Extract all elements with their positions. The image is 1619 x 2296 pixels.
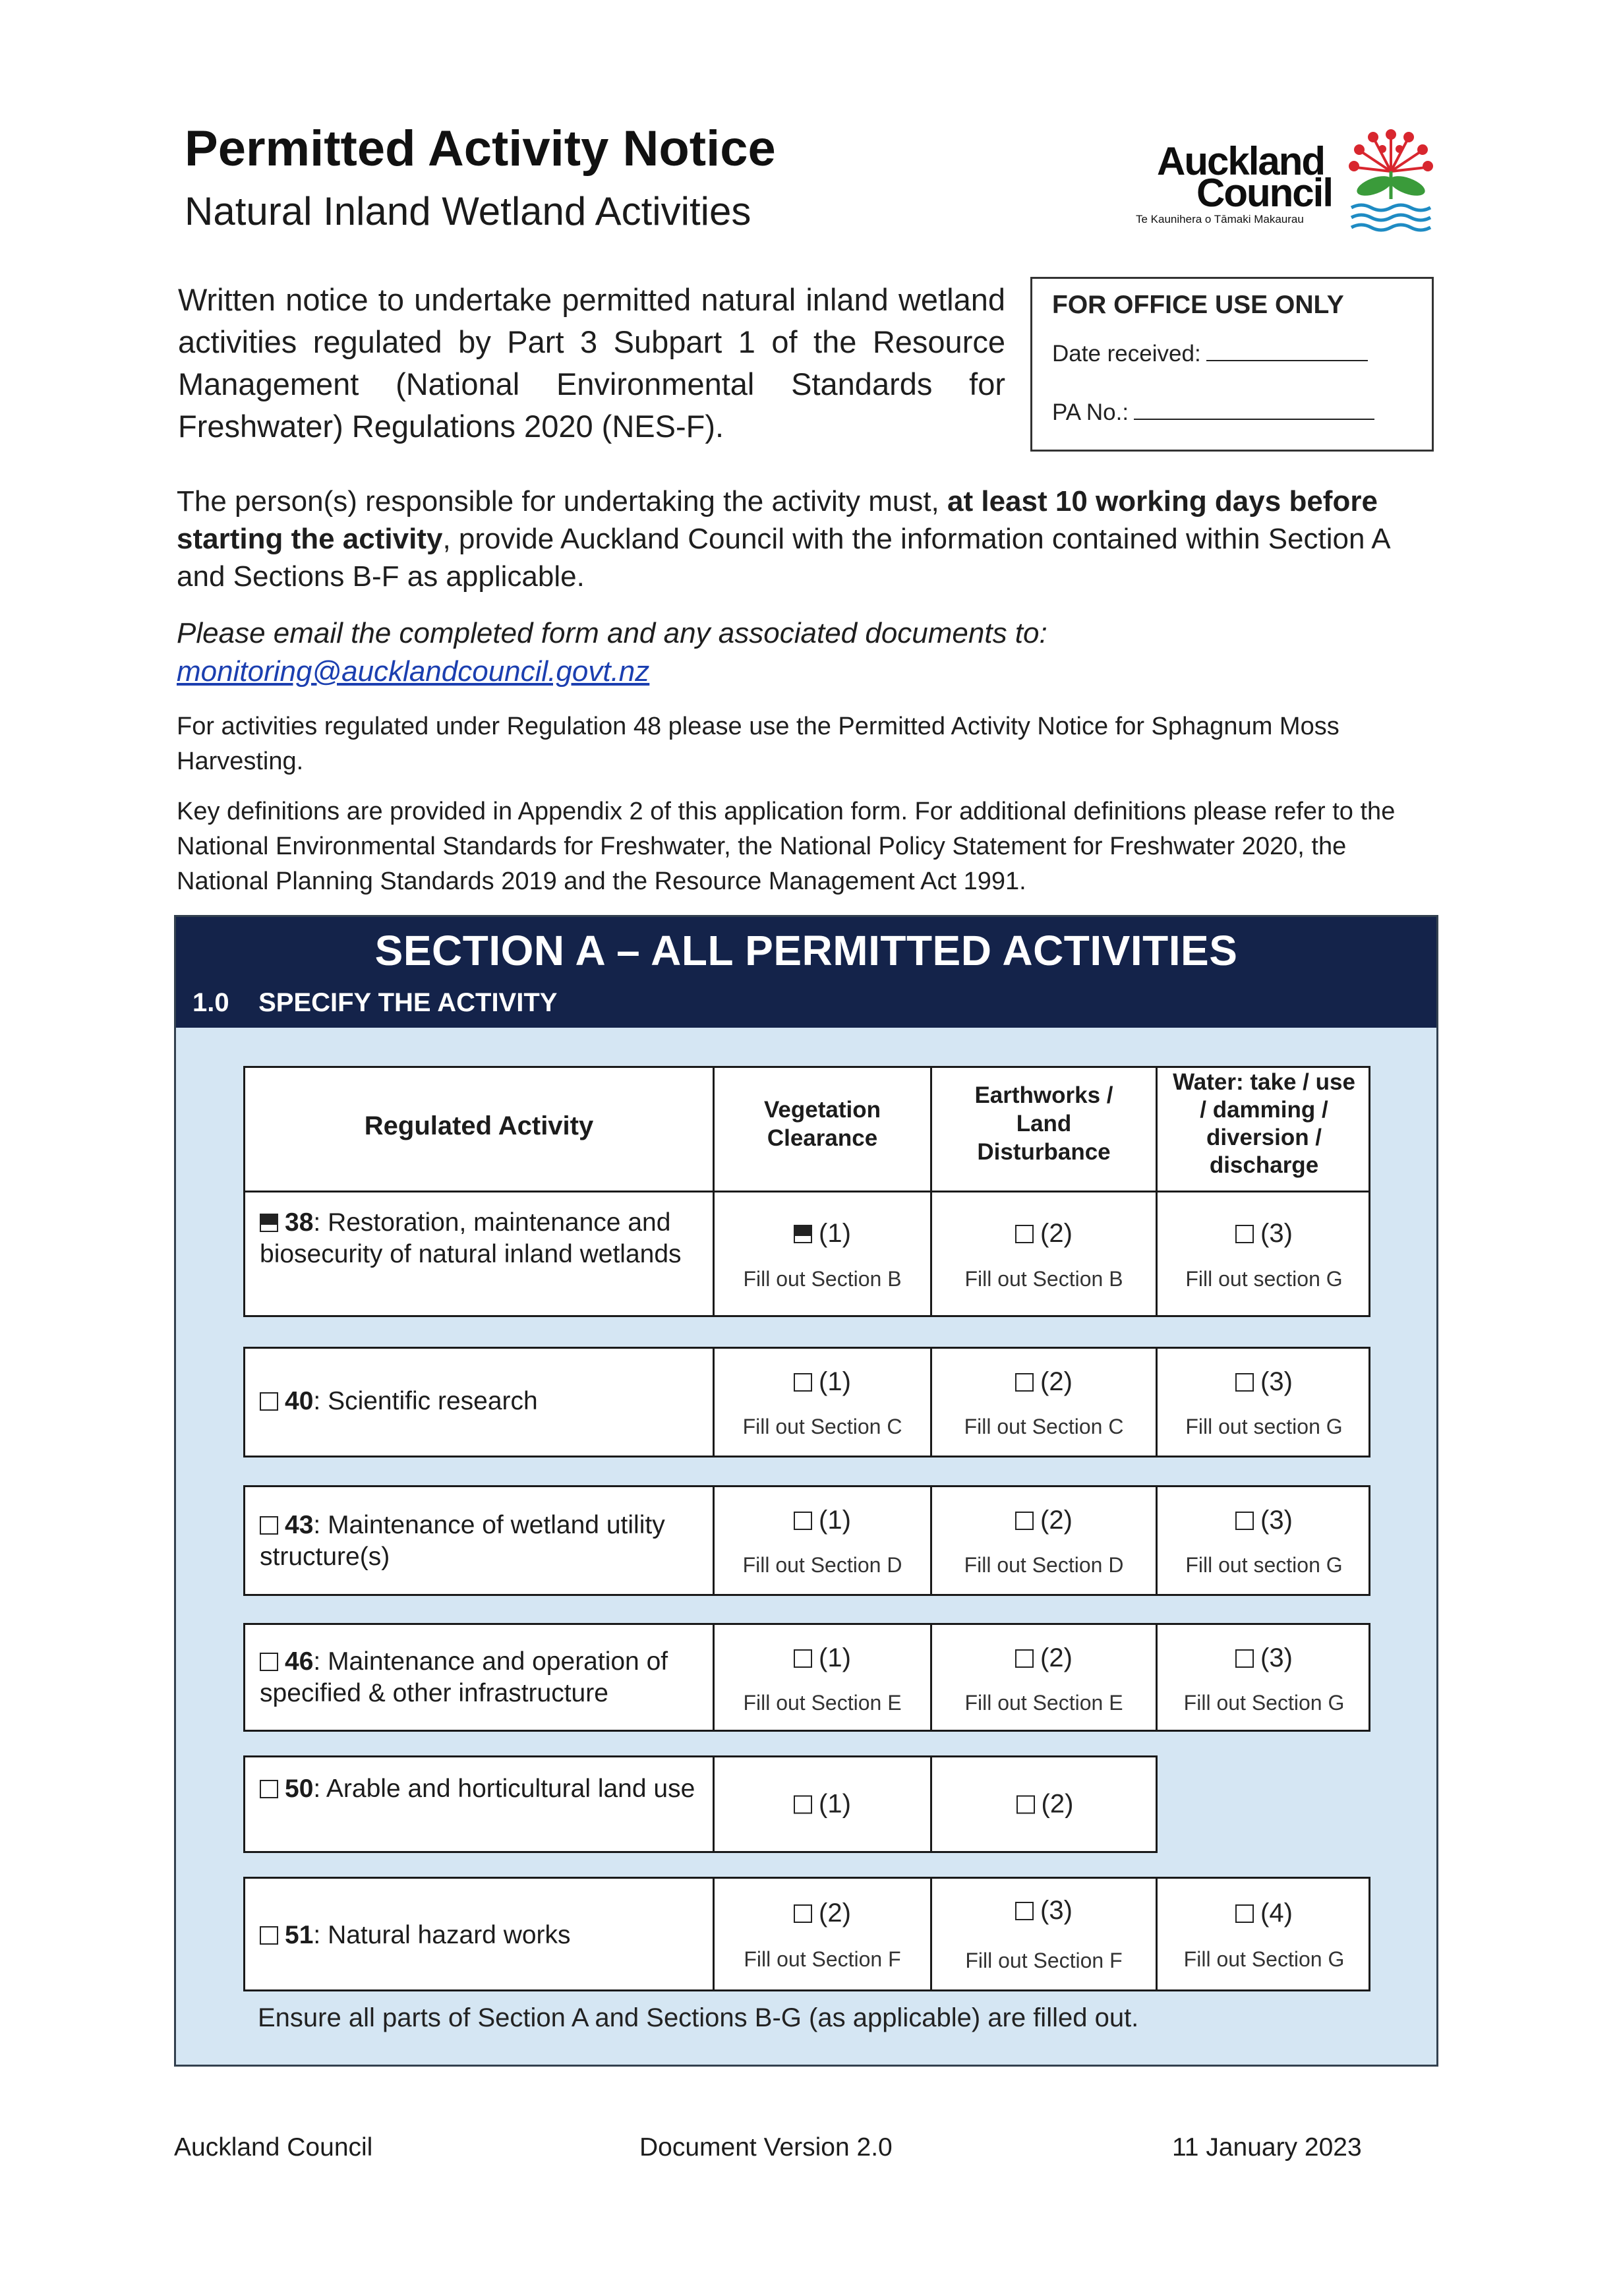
subheading-number: 1.0 bbox=[192, 988, 229, 1017]
option-code: (3) bbox=[1260, 1219, 1293, 1248]
section-a-title: SECTION A – ALL PERMITTED ACTIVITIES bbox=[374, 927, 1238, 974]
fill-instruction: Fill out Section G bbox=[1183, 1947, 1345, 1971]
activity-label: Maintenance and operation of specified & other infrastructure bbox=[260, 1647, 668, 1707]
activity-label: Restoration, maintenance and biosecurity of natural inland wetlands bbox=[260, 1208, 682, 1268]
activity-number: 40 bbox=[285, 1387, 314, 1415]
fill-instruction: Fill out Section C bbox=[742, 1415, 902, 1438]
section-a bbox=[174, 915, 1438, 2067]
activity-row-43 bbox=[243, 1485, 1370, 1596]
option-code: (4) bbox=[1260, 1899, 1293, 1928]
vegetation-checkbox[interactable] bbox=[794, 1649, 812, 1668]
activity-38-checkbox[interactable] bbox=[260, 1214, 278, 1232]
earthworks-checkbox[interactable] bbox=[1015, 1512, 1034, 1530]
fill-instruction: Fill out Section E bbox=[743, 1691, 902, 1715]
fill-instruction: Fill out Section B bbox=[964, 1267, 1123, 1291]
section-a-header bbox=[176, 917, 1436, 1028]
pa-number-field[interactable] bbox=[1134, 400, 1374, 420]
date-received-label: Date received: bbox=[1052, 341, 1201, 367]
option-code: (2) bbox=[819, 1899, 851, 1928]
fill-instruction: Fill out section G bbox=[1185, 1267, 1343, 1291]
option-code: (3) bbox=[1260, 1367, 1293, 1396]
option-code: (2) bbox=[1040, 1506, 1073, 1535]
fill-instruction: Fill out Section B bbox=[743, 1267, 902, 1291]
option-code: (2) bbox=[1040, 1219, 1073, 1248]
email-instruction-text: Please email the completed form and any associated documents to: bbox=[177, 617, 1047, 649]
activity-cell: 38: Restoration, maintenance and biosecurity of natural inland wetlands bbox=[245, 1192, 715, 1315]
responsibility-paragraph bbox=[177, 483, 1429, 595]
auckland-council-logo bbox=[1124, 125, 1434, 237]
activity-number: 50 bbox=[285, 1775, 314, 1803]
email-link[interactable]: monitoring@aucklandcouncil.govt.nz bbox=[177, 655, 650, 688]
pa-number-row bbox=[1052, 399, 1374, 426]
page-title: Permitted Activity Notice bbox=[185, 121, 776, 177]
date-received-row bbox=[1052, 341, 1368, 367]
option-code: (1) bbox=[819, 1643, 851, 1672]
header-regulated-activity: Regulated Activity bbox=[245, 1068, 715, 1191]
earthworks-checkbox[interactable] bbox=[1015, 1649, 1034, 1668]
regulation-48-note: For activities regulated under Regulation 48 please use the Permitted Activity Notice for Sphagnum Moss Harvesting. bbox=[177, 713, 1339, 775]
option-code: (3) bbox=[1260, 1506, 1293, 1535]
activity-row-46 bbox=[243, 1623, 1370, 1732]
water-cell bbox=[1158, 1879, 1370, 1989]
earthworks-cell bbox=[932, 1757, 1158, 1851]
fill-instruction: Fill out Section C bbox=[964, 1415, 1124, 1438]
activity-row-38 bbox=[243, 1191, 1370, 1317]
fill-instruction: Fill out Section D bbox=[742, 1553, 902, 1577]
earthworks-checkbox[interactable] bbox=[1015, 1225, 1034, 1243]
option-code: (2) bbox=[1040, 1643, 1073, 1672]
earthworks-cell bbox=[932, 1349, 1158, 1456]
activity-row-50 bbox=[243, 1755, 1158, 1853]
activity-cell: 43: Maintenance of wetland utility structure(s) bbox=[245, 1487, 715, 1594]
water-checkbox[interactable] bbox=[1235, 1512, 1254, 1530]
fill-instruction: Fill out Section F bbox=[744, 1947, 901, 1971]
fill-instruction: Fill out Section E bbox=[964, 1691, 1123, 1715]
header-earthworks: Earthworks / Land Disturbance bbox=[932, 1068, 1158, 1191]
footer-org: Auckland Council bbox=[174, 2133, 373, 2162]
logo-line-1: Auckland bbox=[1157, 139, 1325, 183]
earthworks-cell bbox=[932, 1487, 1158, 1594]
p1-end: , provide Auckland Council with the information contained within Section A and Sections B-F as applicable. bbox=[177, 523, 1390, 593]
header-water: Water: take / use / damming / diversion / discharge bbox=[1173, 1069, 1355, 1178]
activity-row-51 bbox=[243, 1877, 1370, 1991]
activity-cell: 51: Natural hazard works bbox=[245, 1879, 715, 1989]
vegetation-cell bbox=[715, 1625, 932, 1730]
activity-50-checkbox[interactable] bbox=[260, 1780, 278, 1798]
date-received-field[interactable] bbox=[1206, 341, 1368, 361]
earthworks-checkbox[interactable] bbox=[1015, 1373, 1034, 1392]
page-subtitle: Natural Inland Wetland Activities bbox=[185, 189, 751, 233]
vegetation-checkbox[interactable] bbox=[794, 1512, 812, 1530]
activity-number: 43 bbox=[285, 1511, 314, 1539]
option-code: (3) bbox=[1260, 1643, 1293, 1672]
option-code: (2) bbox=[1041, 1789, 1074, 1819]
water-cell bbox=[1158, 1192, 1370, 1315]
p1-bold: at least 10 working days before starting the activity bbox=[177, 485, 1378, 555]
vegetation-checkbox[interactable] bbox=[794, 1796, 812, 1814]
vegetation-cell bbox=[715, 1349, 932, 1456]
fill-instruction: Fill out section G bbox=[1185, 1553, 1343, 1577]
vegetation-cell bbox=[715, 1192, 932, 1315]
logo-tagline: Te Kaunihera o Tāmaki Makaurau bbox=[1136, 213, 1304, 225]
activity-number: 51 bbox=[285, 1921, 314, 1949]
section-subheading bbox=[192, 988, 557, 1018]
office-use-box bbox=[1030, 277, 1434, 452]
vegetation-cell bbox=[715, 1757, 932, 1851]
logo-line-2: Council bbox=[1196, 171, 1332, 215]
activity-cell: 46: Maintenance and operation of specified & other infrastructure bbox=[245, 1625, 715, 1730]
option-code: (1) bbox=[819, 1219, 851, 1248]
option-code: (1) bbox=[819, 1506, 851, 1535]
option-code: (1) bbox=[819, 1367, 851, 1396]
water-cell bbox=[1158, 1349, 1370, 1456]
activity-40-checkbox[interactable] bbox=[260, 1392, 278, 1411]
activity-number: 38 bbox=[285, 1208, 314, 1237]
footer-version: Document Version 2.0 bbox=[639, 2133, 893, 2162]
water-checkbox[interactable] bbox=[1235, 1373, 1254, 1392]
activity-label: Natural hazard works bbox=[328, 1921, 571, 1949]
activity-cell: 50: Arable and horticultural land use bbox=[245, 1757, 715, 1851]
activity-label: Maintenance of wetland utility structure(s) bbox=[260, 1511, 665, 1571]
earthworks-checkbox[interactable] bbox=[1015, 1902, 1034, 1920]
email-instruction bbox=[177, 614, 1429, 691]
fill-instruction: Fill out Section G bbox=[1183, 1691, 1345, 1715]
earthworks-cell bbox=[932, 1625, 1158, 1730]
office-use-title: FOR OFFICE USE ONLY bbox=[1052, 291, 1344, 319]
intro-paragraph: Written notice to undertake permitted natural inland wetland activities regulated by Part 3 Subpart 1 of the Resource Management (National Environmental Standards for Freshwater) Regulations 2020 (NES-F). bbox=[178, 282, 1005, 444]
option-code: (3) bbox=[1040, 1896, 1073, 1925]
table-header-row bbox=[243, 1066, 1370, 1192]
water-checkbox[interactable] bbox=[1235, 1904, 1254, 1923]
vegetation-cell bbox=[715, 1487, 932, 1594]
earthworks-cell bbox=[932, 1879, 1158, 1989]
activity-label: Arable and horticultural land use bbox=[326, 1775, 695, 1803]
water-cell bbox=[1158, 1625, 1370, 1730]
pohutukawa-flower-icon bbox=[1348, 125, 1434, 234]
water-cell bbox=[1158, 1487, 1370, 1594]
activity-43-checkbox[interactable] bbox=[260, 1516, 278, 1535]
activity-51-checkbox[interactable] bbox=[260, 1926, 278, 1945]
activity-cell: 40: Scientific research bbox=[245, 1349, 715, 1456]
vegetation-cell bbox=[715, 1879, 932, 1989]
footer-date: 11 January 2023 bbox=[1172, 2133, 1362, 2162]
option-code: (2) bbox=[1040, 1367, 1073, 1396]
fill-instruction: Fill out Section F bbox=[965, 1949, 1123, 1972]
p1-start: The person(s) responsible for undertaking the activity must, bbox=[177, 485, 947, 517]
option-code: (1) bbox=[819, 1789, 851, 1819]
vegetation-checkbox[interactable] bbox=[794, 1904, 812, 1923]
water-checkbox[interactable] bbox=[1235, 1225, 1254, 1243]
water-checkbox[interactable] bbox=[1235, 1649, 1254, 1668]
vegetation-checkbox[interactable] bbox=[794, 1373, 812, 1392]
earthworks-checkbox[interactable] bbox=[1016, 1796, 1035, 1814]
section-note: Ensure all parts of Section A and Sections B-G (as applicable) are filled out. bbox=[258, 2003, 1139, 2032]
header-vegetation-clearance: Vegetation Clearance bbox=[715, 1068, 932, 1191]
fill-instruction: Fill out section G bbox=[1185, 1415, 1343, 1438]
vegetation-checkbox[interactable] bbox=[794, 1225, 812, 1243]
subheading-title: SPECIFY THE ACTIVITY bbox=[258, 988, 558, 1017]
pa-number-label: PA No.: bbox=[1052, 399, 1129, 425]
activity-46-checkbox[interactable] bbox=[260, 1653, 278, 1671]
earthworks-cell bbox=[932, 1192, 1158, 1315]
definitions-note: Key definitions are provided in Appendix 2 of this application form. For additional definitions please refer to the National Environmental Standards for Freshwater, the National Policy Statement for Freshwater 2020, the National Planning Standards 2019 and the Resource Management Act 1991. bbox=[177, 798, 1396, 895]
activity-number: 46 bbox=[285, 1647, 314, 1676]
activity-label: Scientific research bbox=[328, 1387, 538, 1415]
activity-row-40 bbox=[243, 1347, 1370, 1457]
fill-instruction: Fill out Section D bbox=[964, 1553, 1124, 1577]
